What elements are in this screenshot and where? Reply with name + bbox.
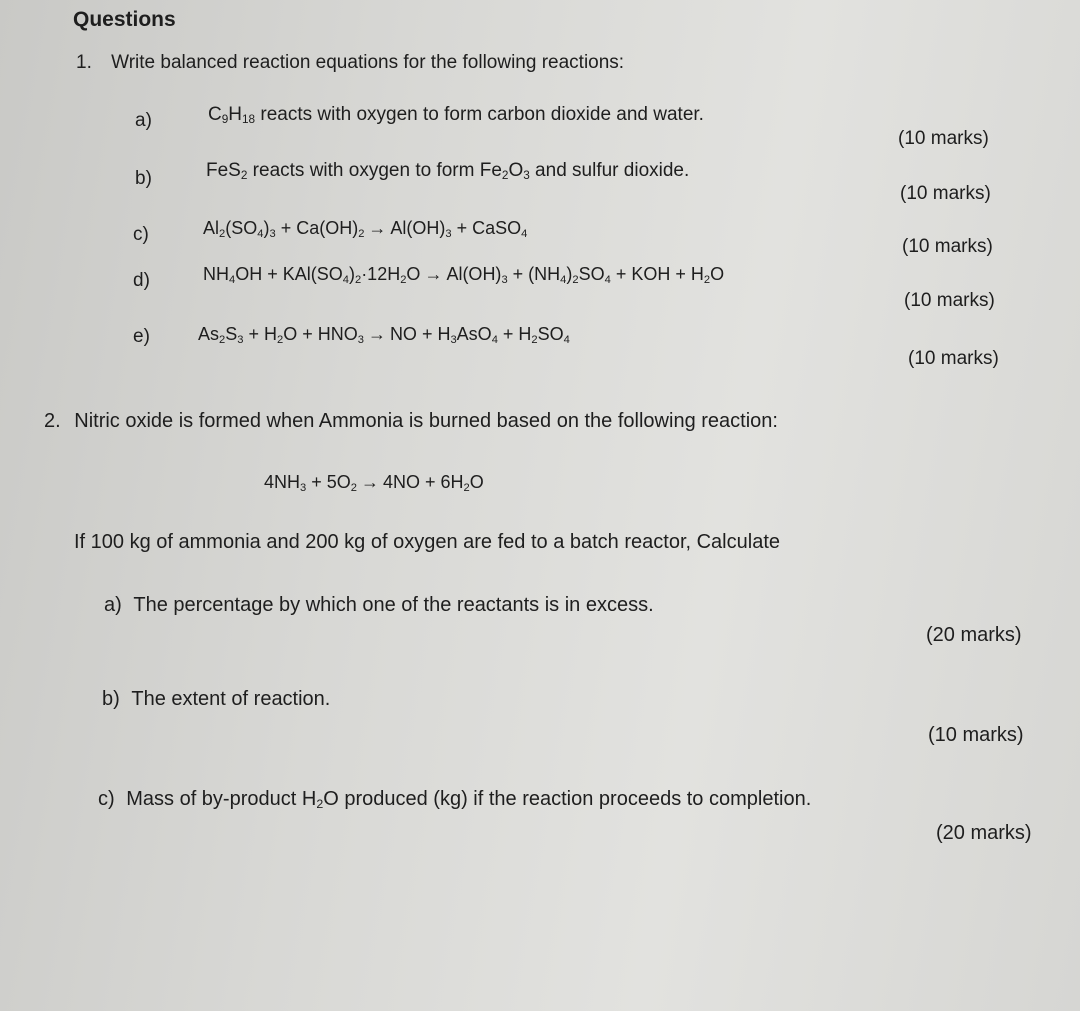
- q2-part-c-marks: (20 marks): [936, 822, 1032, 844]
- q1-part-c-label: c): [133, 224, 149, 245]
- question-1-prompt: Write balanced reaction equations for the following reactions:: [111, 52, 625, 73]
- q2-part-b-label: b): [102, 688, 120, 710]
- q1-part-b-label: b): [135, 168, 152, 189]
- q1-part-e-label: e): [133, 326, 150, 347]
- question-1-heading: [76, 52, 624, 74]
- q2-part-c: [98, 788, 811, 811]
- q1-part-a-text: $C_9H_{18}$ reacts with oxygen to form carbon dioxide and water.: [208, 104, 704, 126]
- q1-part-e-equation: $As_2S_3 + H_2O + HNO_3$ → NO + $H_3AsO_4 + H_2SO_4$: [198, 324, 570, 346]
- q1-part-c-equation: $Al_2(SO_4)_3 + Ca(OH)_2 \to Al(OH)_3$ + CaSO$_4$: [203, 218, 528, 240]
- q1-part-b-marks: (10 marks): [900, 183, 991, 204]
- q2-condition: If 100 kg of ammonia and 200 kg of oxygen are fed to a batch reactor, Calculate: [74, 531, 780, 553]
- q1-part-c-marks: (10 marks): [902, 236, 993, 257]
- q2-part-a-marks: (20 marks): [926, 624, 1022, 646]
- q1-part-e-marks: (10 marks): [908, 348, 999, 369]
- q2-part-b: [102, 688, 330, 711]
- q2-reaction-equation: $4NH_3 + 5O_2 \to 4NO + 6H_2O$: [264, 472, 484, 494]
- q2-part-c-label: c): [98, 788, 115, 810]
- question-2-heading: [44, 410, 778, 433]
- q2-part-c-text: Mass of by-product $H_2O$ produced (kg) if the reaction proceeds to completion.: [126, 788, 812, 812]
- question-2-number: 2.: [44, 410, 61, 432]
- q1-part-d-marks: (10 marks): [904, 290, 995, 311]
- q2-part-b-text: The extent of reaction.: [131, 688, 331, 710]
- q1-part-a-marks: (10 marks): [898, 128, 989, 149]
- q1-part-d-label: d): [133, 270, 150, 291]
- q1-part-a-label: a): [135, 110, 152, 131]
- question-1-number: 1.: [76, 52, 92, 73]
- q2-part-a-text: The percentage by which one of the reactants is in excess.: [133, 594, 654, 616]
- q2-part-a: [104, 594, 654, 617]
- page-title: Questions: [73, 8, 176, 31]
- q1-part-d-equation: $NH_4OH + KAl(SO_4)_2\cdot 12H_2O \to Al(OH)_3 + (NH_4)_2SO_4$ + KOH + $H_2O$: [203, 264, 725, 286]
- q2-part-a-label: a): [104, 594, 122, 616]
- q1-part-b-text: FeS$_2$ reacts with oxygen to form $Fe_2O_3$ and sulfur dioxide.: [206, 160, 690, 182]
- question-2-prompt: Nitric oxide is formed when Ammonia is burned based on the following reaction:: [74, 410, 778, 432]
- q2-part-b-marks: (10 marks): [928, 724, 1024, 746]
